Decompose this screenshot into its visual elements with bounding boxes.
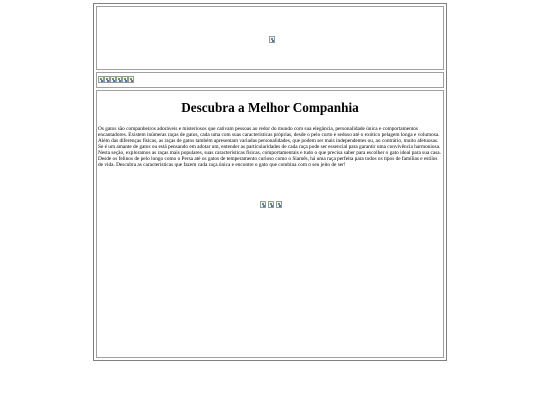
nav-image-links <box>98 76 134 83</box>
page-frame-table <box>93 3 447 361</box>
page-title: Descubra a Melhor Companhia <box>181 100 359 115</box>
intro-paragraph: Os gatos são companheiros adoráveis e misteriosos que cativam pessoas ao redor do mundo com sua elegância, personalidade única e comportamentos encantadores. Existem inúmeras raças de gatos, cada uma com suas características próprias, desde o pelo curto e sedoso até o exótico pelagem longa e volumosa. Além das diferenças físicas, as raças de gatos também apresentam variadas personalidades, que podem ser mais independentes ou, ao contrário, muito afetuosas. Se é um amante de gatos ou está pensando em adotar um, entender as particularidades de cada raça pode ser essencial para garantir uma convivência harmoniosa. Nesta seção, exploramos as raças mais populares, suas características físicas, comportamentais e tudo o que precisa saber para escolher o gato ideal para sua casa. Desde os felinos de pelo longo como o Persa até os gatos de temperamento curioso como o Siamês, há uma raça perfeita para todos os tipos de famílias e estilos de vida. Descubra as características que fazem cada raça única e encontre o gato que combina com o seu jeito de ser! <box>98 126 441 169</box>
broken-image-icon[interactable] <box>128 76 134 83</box>
header-cell <box>96 6 444 70</box>
broken-image-icon <box>260 201 266 208</box>
main-content-cell <box>96 90 444 358</box>
broken-image-icon <box>268 201 274 208</box>
broken-image-icon <box>276 201 282 208</box>
image-gallery <box>260 201 284 208</box>
nav-cell <box>96 72 444 88</box>
broken-image-icon <box>269 36 275 43</box>
